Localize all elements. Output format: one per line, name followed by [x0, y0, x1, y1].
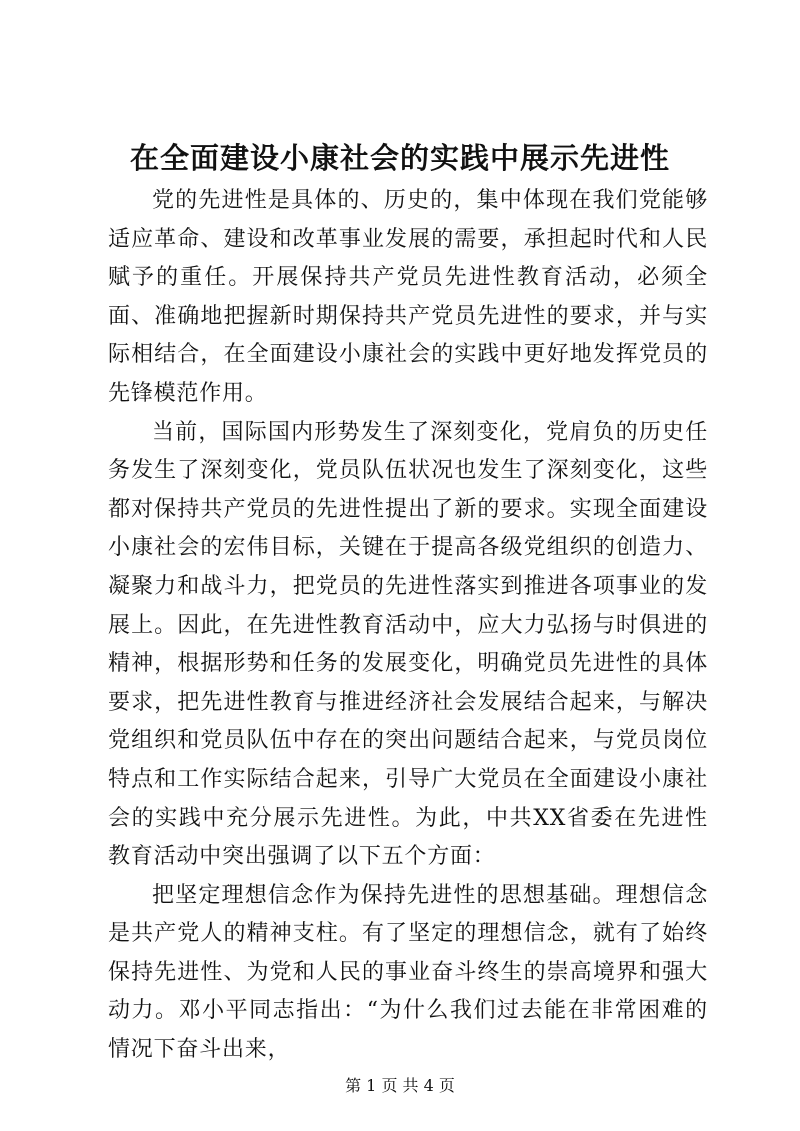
- paragraph-3: 把坚定理想信念作为保持先进性的思想基础。理想信念是共产党人的精神支柱。有了坚定的理想信念，就有了始终保持先进性、为党和人民的事业奋斗终生的崇高境界和强大动力。邓小平同志指出：“为什么我们过去能在非常困难的情况下奋斗出来，: [108, 882, 708, 1063]
- paragraph-1: 党的先进性是具体的、历史的，集中体现在我们党能够适应革命、建设和改革事业发展的需要，承担起时代和人民赋予的重任。开展保持共产党员先进性教育活动，必须全面、准确地把握新时期保持共产党员先进性的要求，并与实际相结合，在全面建设小康社会的实践中更好地发挥党员的先锋模范作用。: [108, 188, 708, 406]
- document-body: [108, 182, 708, 1070]
- page-footer: 第 1 页 共 4 页: [345, 1076, 455, 1095]
- document-title: 在全面建设小康社会的实践中展示先进性: [129, 141, 670, 175]
- paragraph-2: 当前，国际国内形势发生了深刻变化，党肩负的历史任务发生了深刻变化，党员队伍状况也发生了深刻变化，这些都对保持共产党员的先进性提出了新的要求。实现全面建设小康社会的宏伟目标，关键在于提高各级党组织的创造力、凝聚力和战斗力，把党员的先进性落实到推进各项事业的发展上。因此，在先进性教育活动中，应大力弘扬与时俱进的精神，根据形势和任务的发展变化，明确党员先进性的具体要求，把先进性教育与推进经济社会发展结合起来，与解决党组织和党员队伍中存在的突出问题结合起来，与党员岗位特点和工作实际结合起来，引导广大党员在全面建设小康社会的实践中充分展示先进性。为此，中共XX省委在先进性教育活动中突出强调了以下五个方面：: [108, 419, 708, 870]
